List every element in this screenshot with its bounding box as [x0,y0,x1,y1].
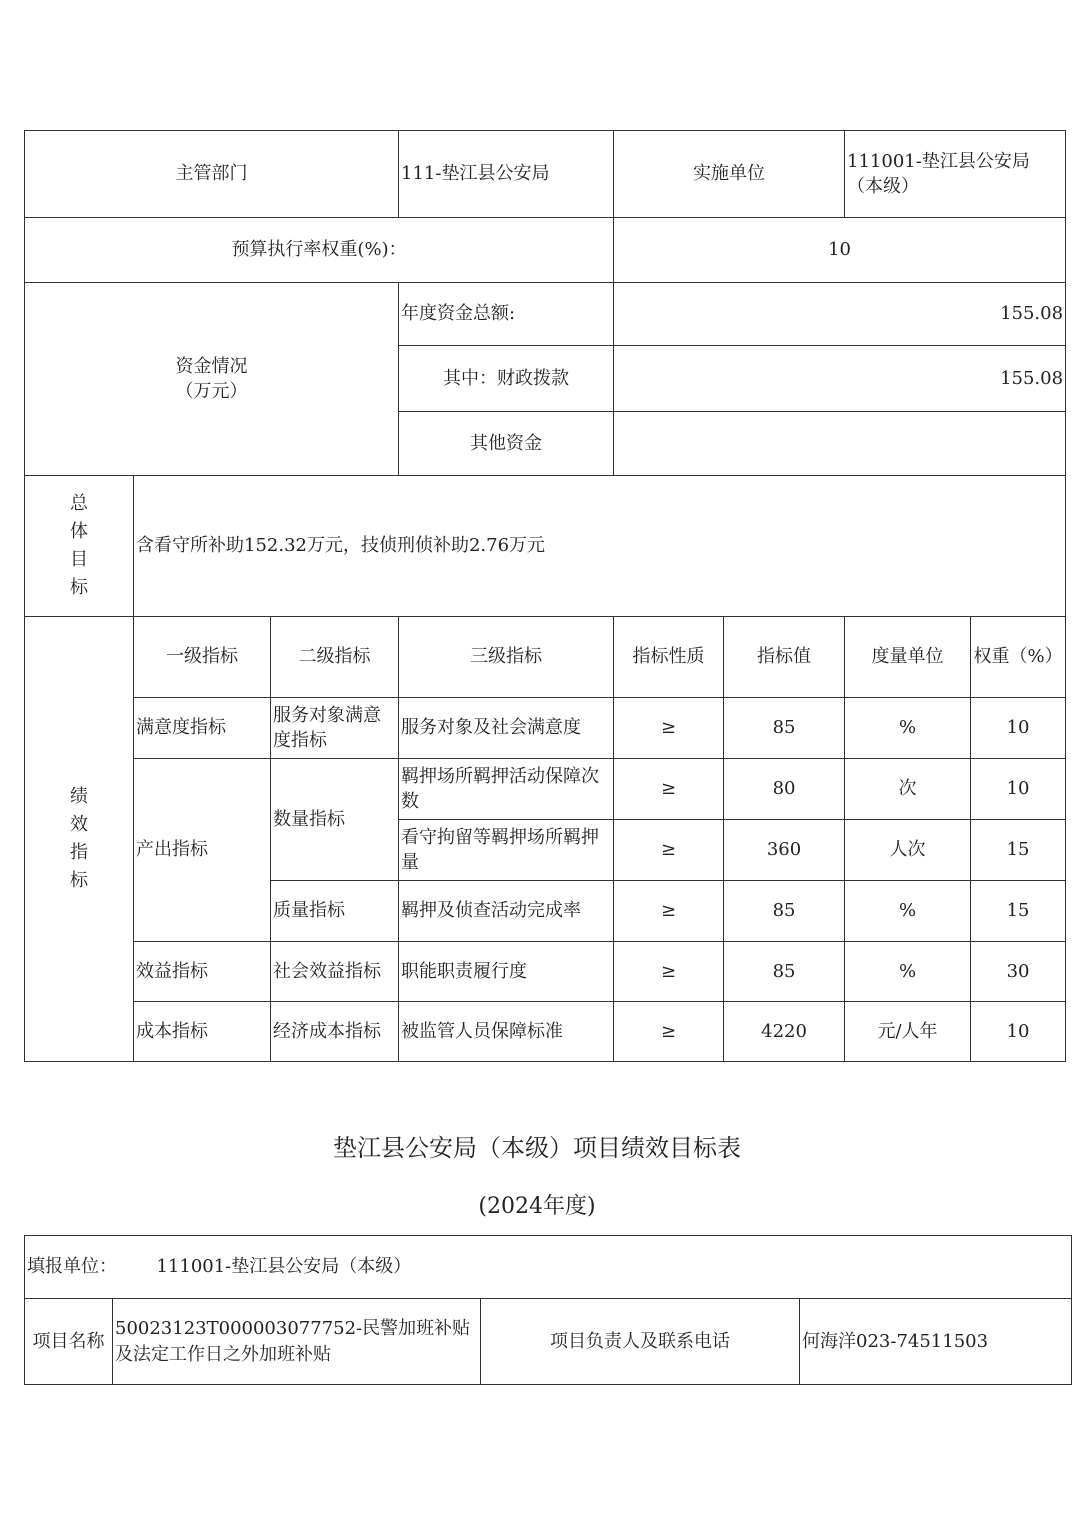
table-row: 成本指标 经济成本指标 被监管人员保障标准 ≥ 4220 元/人年 10 [25,1002,1066,1062]
performance-table [24,130,1066,1062]
header-weight: 权重（%） [971,617,1066,698]
header-l2: 二级指标 [271,617,399,698]
section-title: 垫江县公安局（本级）项目绩效目标表 [333,1134,741,1162]
owner-value: 何海洋023-74511503 [800,1299,1072,1385]
project-label: 项目名称 [25,1299,113,1385]
funds-fiscal-value: 155.08 [614,346,1066,412]
funds-label-line2: （万元） [175,381,248,402]
overall-goal-text: 含看守所补助152.32万元，技侦刑侦补助2.76万元 [134,476,1066,617]
unit-label: 实施单位 [614,131,845,218]
table-row: 满意度指标 服务对象满意度指标 服务对象及社会满意度 ≥ 85 % 10 [25,698,1066,759]
header-value: 指标值 [724,617,845,698]
project-value: 50023123T000003077752-民警加班补贴及法定工作日之外加班补贴 [113,1299,481,1385]
filler-row [25,1236,1072,1299]
project-table [24,1235,1072,1385]
funds-other-label: 其他资金 [399,412,614,476]
table-row: 质量指标 羁押及侦查活动完成率 ≥ 85 % 15 [25,881,1066,942]
funds-other-value [614,412,1066,476]
section-year: (2024年度) [478,1194,596,1219]
filler-label: 填报单位： [27,1256,117,1278]
table-row: 看守拘留等羁押场所羁押量 ≥ 360 人次 15 [25,820,1066,881]
funds-total-label: 年度资金总额: [399,283,614,346]
header-unit: 度量单位 [845,617,971,698]
owner-label: 项目负责人及联系电话 [481,1299,800,1385]
exec-rate-label: 预算执行率权重(%)： [25,218,614,283]
header-nature: 指标性质 [614,617,724,698]
funds-total-value: 155.08 [614,283,1066,346]
funds-label [25,283,399,476]
funds-label-line1: 资金情况 [175,355,248,377]
dept-label: 主管部门 [25,131,399,218]
unit-value: 111001-垫江县公安局（本级） [845,131,1066,218]
exec-rate-value: 10 [614,218,1066,283]
table-row: 产出指标 数量指标 羁押场所羁押活动保障次数 ≥ 80 次 10 [25,759,1066,820]
overall-goal-label: 总 体 目 标 [25,476,134,617]
funds-fiscal-label: 其中：财政拨款 [399,346,614,412]
dept-value: 111-垫江县公安局 [399,131,614,218]
header-l3: 三级指标 [399,617,614,698]
filler-value: 111001-垫江县公安局（本级） [156,1256,412,1278]
perf-indicator-label: 绩 效 指 标 [25,617,134,1062]
table-row: 效益指标 社会效益指标 职能职责履行度 ≥ 85 % 30 [25,942,1066,1002]
header-l1: 一级指标 [134,617,271,698]
